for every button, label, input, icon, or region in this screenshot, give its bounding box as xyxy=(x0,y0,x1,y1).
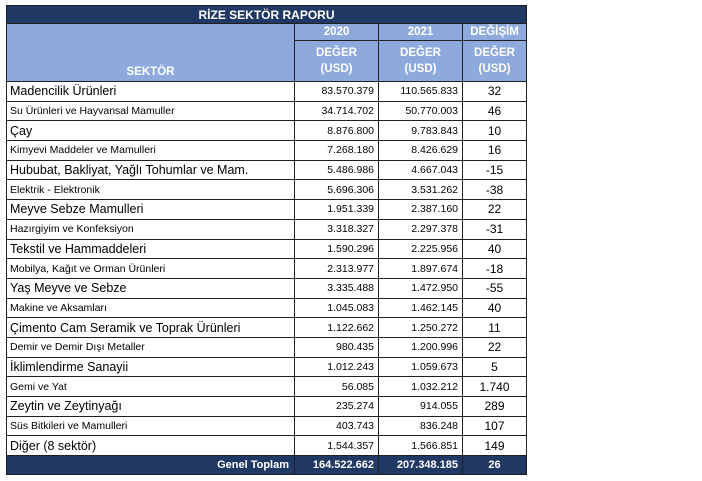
value-2020: 2.313.977 xyxy=(295,259,379,279)
change-value: 22 xyxy=(463,200,527,220)
table-row xyxy=(7,318,527,338)
table-row xyxy=(7,377,527,397)
value-2021: 1.462.145 xyxy=(379,298,463,318)
sector-name: Çimento Cam Seramik ve Toprak Ürünleri xyxy=(7,318,295,338)
sector-name: Zeytin ve Zeytinyağı xyxy=(7,397,295,417)
value-2020: 1.012.243 xyxy=(295,357,379,377)
value-2021: 914.055 xyxy=(379,397,463,417)
sector-name: Tekstil ve Hammaddeleri xyxy=(7,239,295,259)
sector-name: Süs Bitkileri ve Mamulleri xyxy=(7,416,295,436)
sector-name: Elektrik - Elektronik xyxy=(7,180,295,200)
sector-name: Yaş Meyve ve Sebze xyxy=(7,278,295,298)
usd-label: (USD) xyxy=(320,63,353,75)
change-value: 149 xyxy=(463,436,527,456)
change-value: 5 xyxy=(463,357,527,377)
value-2021: 1.897.674 xyxy=(379,259,463,279)
total-value-2021: 207.348.185 xyxy=(379,456,463,475)
table-row xyxy=(7,200,527,220)
value-2021: 9.783.843 xyxy=(379,121,463,141)
year-2021-header: 2021 xyxy=(379,24,463,41)
value-2021: 1.250.272 xyxy=(379,318,463,338)
value-2020: 7.268.180 xyxy=(295,141,379,161)
value-2020: 1.590.296 xyxy=(295,239,379,259)
value-2020: 1.122.662 xyxy=(295,318,379,338)
table-row xyxy=(7,239,527,259)
value-label: DEĞER xyxy=(474,47,515,59)
sector-column-header: SEKTÖR xyxy=(7,24,295,82)
year-2020-header: 2020 xyxy=(295,24,379,41)
table-row xyxy=(7,259,527,279)
table-row xyxy=(7,436,527,456)
usd-label: (USD) xyxy=(478,63,511,75)
value-2021: 2.387.160 xyxy=(379,200,463,220)
change-value: -18 xyxy=(463,259,527,279)
sector-name: Çay xyxy=(7,121,295,141)
value-2021: 4.667.043 xyxy=(379,160,463,180)
value-2020: 235.274 xyxy=(295,397,379,417)
table-row xyxy=(7,141,527,161)
change-value: -55 xyxy=(463,278,527,298)
sector-name: Demir ve Demir Dışı Metaller xyxy=(7,337,295,357)
value-2021: 2.225.956 xyxy=(379,239,463,259)
value-2020: 3.318.327 xyxy=(295,219,379,239)
sector-name: Su Ürünleri ve Hayvansal Mamuller xyxy=(7,101,295,121)
change-value: 11 xyxy=(463,318,527,338)
table-row xyxy=(7,337,527,357)
change-value: 40 xyxy=(463,239,527,259)
sector-name: İklimlendirme Sanayii xyxy=(7,357,295,377)
value-2020: 5.486.986 xyxy=(295,160,379,180)
table-row xyxy=(7,416,527,436)
change-value: 16 xyxy=(463,141,527,161)
table-row xyxy=(7,121,527,141)
change-value: -31 xyxy=(463,219,527,239)
change-value: 32 xyxy=(463,82,527,102)
value-2020: 5.696.306 xyxy=(295,180,379,200)
table-row xyxy=(7,160,527,180)
sector-report-table xyxy=(6,5,527,475)
change-header: DEĞİŞİM xyxy=(463,24,527,41)
value-2021: 1.032.212 xyxy=(379,377,463,397)
usd-label: (USD) xyxy=(404,63,437,75)
value-2021: 8.426.629 xyxy=(379,141,463,161)
sector-name: Makine ve Aksamları xyxy=(7,298,295,318)
sector-name: Hububat, Bakliyat, Yağlı Tohumlar ve Mam. xyxy=(7,160,295,180)
sector-name: Diğer (8 sektör) xyxy=(7,436,295,456)
value-2020: 980.435 xyxy=(295,337,379,357)
table-row xyxy=(7,397,527,417)
value-2020: 1.045.083 xyxy=(295,298,379,318)
table-row xyxy=(7,298,527,318)
change-value: 40 xyxy=(463,298,527,318)
change-value: 1.740 xyxy=(463,377,527,397)
value-2021: 1.472.950 xyxy=(379,278,463,298)
change-value: -15 xyxy=(463,160,527,180)
change-value: -38 xyxy=(463,180,527,200)
sector-name: Meyve Sebze Mamulleri xyxy=(7,200,295,220)
total-row xyxy=(7,456,527,475)
sector-name: Gemi ve Yat xyxy=(7,377,295,397)
value-2021: 1.200.996 xyxy=(379,337,463,357)
change-value: 46 xyxy=(463,101,527,121)
value-2021: 110.565.833 xyxy=(379,82,463,102)
value-label: DEĞER xyxy=(400,47,441,59)
value-2021: 2.297.378 xyxy=(379,219,463,239)
value-2021: 3.531.262 xyxy=(379,180,463,200)
table-row xyxy=(7,101,527,121)
table-row xyxy=(7,278,527,298)
value-2021: 836.248 xyxy=(379,416,463,436)
value-2020: 83.570.379 xyxy=(295,82,379,102)
sector-name: Madencilik Ürünleri xyxy=(7,82,295,102)
value-2020: 403.743 xyxy=(295,416,379,436)
value-2020: 3.335.488 xyxy=(295,278,379,298)
change-value: 10 xyxy=(463,121,527,141)
value-label: DEĞER xyxy=(316,47,357,59)
report-title: RİZE SEKTÖR RAPORU xyxy=(7,6,527,24)
value-2020: 56.085 xyxy=(295,377,379,397)
change-value: 107 xyxy=(463,416,527,436)
value-usd-header-change xyxy=(463,41,527,82)
table-row xyxy=(7,357,527,377)
change-value: 22 xyxy=(463,337,527,357)
sector-name: Mobilya, Kağıt ve Orman Ürünleri xyxy=(7,259,295,279)
total-value-2020: 164.522.662 xyxy=(295,456,379,475)
value-2020: 1.951.339 xyxy=(295,200,379,220)
table-row xyxy=(7,82,527,102)
value-2020: 34.714.702 xyxy=(295,101,379,121)
value-2020: 1.544.357 xyxy=(295,436,379,456)
value-2021: 50.770.003 xyxy=(379,101,463,121)
change-value: 289 xyxy=(463,397,527,417)
value-2020: 8.876.800 xyxy=(295,121,379,141)
value-2021: 1.566.851 xyxy=(379,436,463,456)
table-row xyxy=(7,219,527,239)
value-2021: 1.059.673 xyxy=(379,357,463,377)
sector-name: Kimyevi Maddeler ve Mamulleri xyxy=(7,141,295,161)
table-row xyxy=(7,180,527,200)
value-usd-header-2021 xyxy=(379,41,463,82)
sector-name: Hazırgiyim ve Konfeksiyon xyxy=(7,219,295,239)
total-change: 26 xyxy=(463,456,527,475)
value-usd-header-2020 xyxy=(295,41,379,82)
total-label: Genel Toplam xyxy=(7,456,295,475)
